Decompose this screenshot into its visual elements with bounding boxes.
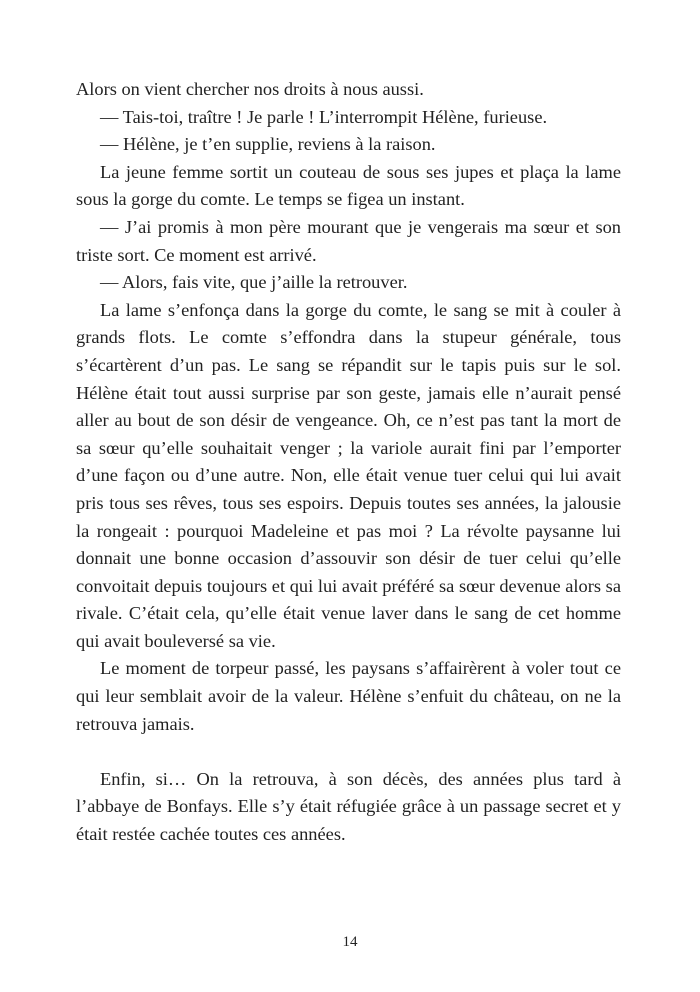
scene-break [76,738,621,766]
dialogue-line: — Alors, fais vite, que j’aille la retrouver. [100,272,408,293]
dialogue-line: — Hélène, je t’en supplie, reviens à la raison. [100,134,436,155]
paragraph: La jeune femme sortit un couteau de sous ses jupes et plaça la lame sous la gorge du comte. Le temps se figea un instant. [76,161,621,210]
paragraph-continuation: Alors on vient chercher nos droits à nous aussi. [76,79,424,99]
dialogue-line: — J’ai promis à mon père mourant que je vengerais ma sœur et son triste sort. Ce moment est arrivé. [76,216,621,265]
body-text [76,76,621,849]
dialogue-line: — Tais-toi, traître ! Je parle ! L’interrompit Hélène, furieuse. [100,106,548,127]
paragraph: La lame s’enfonça dans la gorge du comte, le sang se mit à couler à grands flots. Le comte s’effondra dans la stupeur générale, tous s’écartèrent d’un pas. Le sang se répandit sur le tapis puis sur le sol. Hélène était tout aussi surprise par son geste, jamais elle n’aurait pensé aller au bout de son désir de vengeance. Oh, ce n’est pas tant la mort de sa sœur qu’elle souhaitait venger ; la variole aurait fini par l’emporter d’une façon ou d’une autre. Non, elle était venue tuer celui qui lui avait pris tous ses rêves, tous ses espoirs. Depuis toutes ses années, la jalousie la rongeait : pourquoi Madeleine et pas moi ? La révolte paysanne lui donnait une bonne occasion d’assouvir son désir de tuer celui qu’elle convoitait depuis toujours et qui lui avait préféré sa sœur devenue alors sa rivale. C’était cela, qu’elle était venue laver dans le sang de cet homme qui avait bouleversé sa vie. [76,299,621,651]
paragraph: Le moment de torpeur passé, les paysans s’affairèrent à voler tout ce qui leur semblait avoir de la valeur. Hélène s’enfuit du château, on ne la retrouva jamais. [76,658,621,734]
page-number: 14 [342,934,358,950]
paragraph: Enfin, si… On la retrouva, à son décès, des années plus tard à l’abbaye de Bonfays. Elle s’y était réfugiée grâce à un passage secret et y était restée cachée toutes ces années. [76,768,621,845]
